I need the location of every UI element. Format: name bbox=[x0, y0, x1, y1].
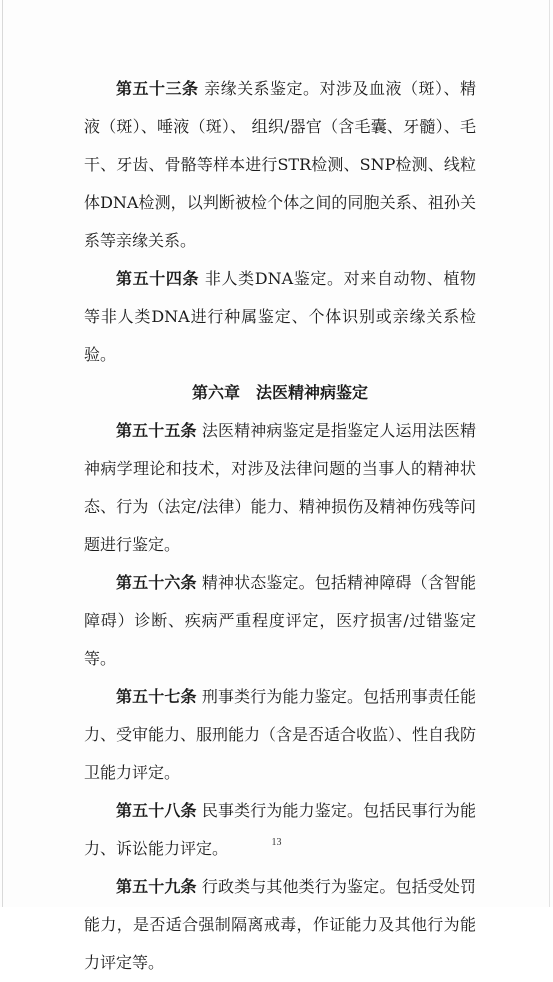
article-heading: 第五十六条 bbox=[116, 573, 197, 592]
article-heading: 第五十五条 bbox=[116, 421, 197, 440]
article-57 bbox=[84, 678, 476, 792]
article-heading: 第五十八条 bbox=[116, 801, 197, 820]
article-text: 法医精神病鉴定是指鉴定人运用法医精神病学理论和技术，对涉及法律问题的当事人的精神状态、行为（法定/法律）能力、精神损伤及精神伤残等问题进行鉴定。 bbox=[84, 421, 476, 554]
article-text: 亲缘关系鉴定。对涉及血液（斑）、精液（斑）、唾液（斑）、 组织/器官（含毛囊、牙髓）、毛干、牙齿、骨骼等样本进行STR检测、SNP检测、线粒体DNA检测，以判断被检个体之间的同胞关系、祖孙关系等亲缘关系。 bbox=[84, 79, 476, 250]
chapter-title: 第六章 法医精神病鉴定 bbox=[191, 383, 368, 402]
article-text: 非人类DNA鉴定。对来自动物、植物等非人类DNA进行种属鉴定、个体识别或亲缘关系检验。 bbox=[84, 269, 476, 364]
article-59 bbox=[84, 868, 476, 982]
article-text: 刑事类行为能力鉴定。包括刑事责任能力、受审能力、服刑能力（含是否适合收监）、性自我防卫能力评定。 bbox=[84, 687, 477, 782]
article-text: 行政类与其他类行为鉴定。包括受处罚能力，是否适合强制隔离戒毒，作证能力及其他行为能力评定等。 bbox=[84, 877, 476, 972]
article-text: 民事类行为能力鉴定。包括民事行为能力、诉讼能力评定。 bbox=[84, 801, 476, 858]
article-heading: 第五十四条 bbox=[116, 269, 200, 288]
article-heading: 第五十七条 bbox=[116, 687, 197, 706]
article-55 bbox=[84, 412, 476, 564]
scan-edge-left bbox=[2, 0, 3, 907]
article-text: 精神状态鉴定。包括精神障碍（含智能障碍）诊断、疾病严重程度评定，医疗损害/过错鉴定等。 bbox=[84, 573, 476, 668]
article-heading: 第五十三条 bbox=[116, 79, 199, 98]
article-heading: 第五十九条 bbox=[116, 877, 197, 896]
article-56 bbox=[84, 564, 476, 678]
page-number: 13 bbox=[271, 837, 282, 848]
scan-edge-right bbox=[549, 0, 550, 907]
article-58 bbox=[84, 792, 476, 868]
article-54 bbox=[84, 260, 476, 374]
article-53 bbox=[84, 70, 476, 260]
